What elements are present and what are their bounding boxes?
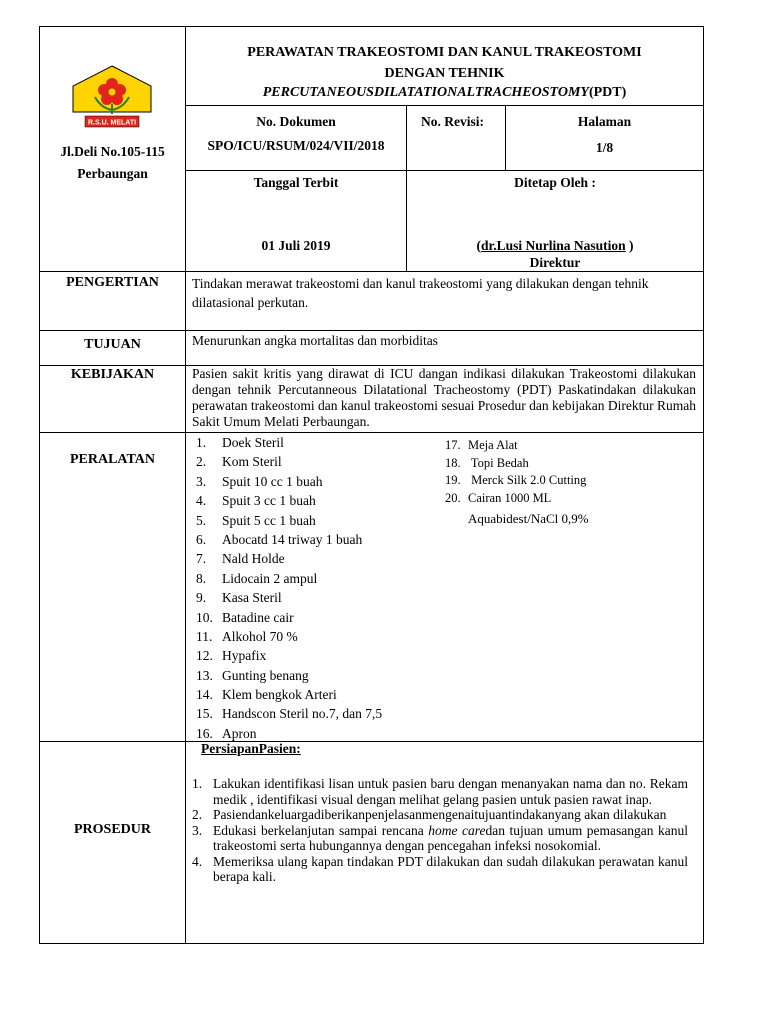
row-pengertian: [39, 271, 704, 331]
equipment-item-text: Meja Alat: [468, 438, 518, 452]
equipment-item: [445, 437, 586, 455]
equipment-item-number: 6.: [196, 531, 207, 547]
row-tujuan: [39, 330, 704, 366]
equipment-item-text: Kom Steril: [222, 454, 282, 470]
equipment-item: [196, 685, 382, 704]
revision-cell: [406, 105, 506, 171]
title-cell: [185, 26, 704, 106]
procedure-steps: [192, 776, 688, 885]
kebijakan-label: KEBIJAKAN: [70, 367, 155, 382]
equipment-item-number: 17.: [445, 438, 461, 452]
procedure-step-number: 1.: [192, 776, 203, 791]
equipment-item: [196, 452, 382, 471]
equipment-item: [196, 530, 382, 549]
kebijakan-text: Pasien sakit kritis yang dirawat di ICU dangan indikasi dilakukan Trakeostomi dilakukan dengan tehnik Percutanneous Dilatational Tracheostomy (PDT) Paskatindakan dilakukan perawatan trakeostomi dan kanul trakeostomi sesuai Prosedur dan kebijakan Direktur Rumah Sakit Umum Melati Perbaungan.: [192, 366, 696, 429]
procedure-step-text: Lakukan identifikasi lisan untuk pasien baru dengan menanyakan nama dan no. Rekam medik , identifikasi visual dengan melihat gelang pasien untuk pasien rawat inap.: [213, 776, 688, 807]
equipment-item-number: 2.: [196, 454, 207, 470]
equipment-item-text: Handscon Steril no.7, dan 7,5: [222, 706, 383, 722]
label-column-divider: [185, 271, 186, 944]
equipment-item: [196, 588, 382, 607]
equipment-item-text: Alkohol 70 %: [222, 628, 298, 644]
procedure-step-text: Memeriksa ulang kapan tindakan PDT dilakukan dan sudah dilakukan perawatan kanul berapa kali.: [213, 853, 688, 884]
equipment-item-text: Cairan 1000 ML: [468, 490, 552, 505]
equipment-item-number: 4.: [196, 493, 207, 509]
equipment-item-text: Nald Holde: [222, 551, 285, 567]
title-line3: [186, 85, 703, 101]
page-cell: [505, 105, 704, 171]
pengertian-label: PENGERTIAN: [66, 275, 159, 290]
row-prosedur: [39, 741, 704, 944]
procedure-step-text: Pasiendankeluargadiberikanpenjelasanmengenaitujuantindakanyang akan dilakukan: [213, 807, 667, 822]
equipment-item-number: 11.: [196, 628, 213, 644]
equipment-item-number: 10.: [196, 609, 213, 625]
issue-date-label: Tanggal Terbit: [253, 175, 339, 190]
equipment-list-right: [445, 437, 586, 507]
row-kebijakan: [39, 365, 704, 433]
approved-paren-close: ): [625, 238, 634, 253]
equipment-item: [196, 433, 382, 452]
page-value: 1/8: [595, 140, 614, 155]
equipment-item-text: Kasa Steril: [222, 590, 282, 606]
equipment-item-number: 7.: [196, 551, 207, 567]
procedure-step: [192, 807, 688, 823]
approved-by-name: [407, 238, 703, 254]
pengertian-text: Tindakan merawat trakeostomi dan kanul trakeostomi yang dilakukan dengan tehnik dilatasional perkutan.: [192, 276, 649, 310]
equipment-item-text: Spuit 10 cc 1 buah: [222, 473, 323, 489]
document-sheet: [39, 26, 704, 944]
procedure-step-text: Edukasi berkelanjutan sampai rencana home caredan tujuan umum pemasangan kanul trakeostomi serta hubungannya dengan pencegahan infeksi nosokomial.: [213, 822, 688, 853]
approved-name: dr.Lusi Nurlina Nasution: [480, 238, 626, 253]
equipment-item: [196, 472, 382, 491]
equipment-item-number: 19.: [445, 473, 461, 488]
equipment-item-text: Batadine cair: [222, 609, 294, 625]
equipment-item-number: 18.: [445, 455, 461, 470]
address-line2: Perbaungan: [77, 166, 148, 181]
equipment-item-number: 20.: [445, 490, 461, 505]
equipment-item: [445, 455, 586, 473]
equipment-item20-line2: Aquabidest/NaCl 0,9%: [468, 511, 589, 526]
equipment-item-text: Lidocain 2 ampul: [222, 570, 318, 586]
equipment-item-text: Spuit 3 cc 1 buah: [222, 493, 316, 509]
equipment-item-number: 13.: [196, 667, 213, 683]
peralatan-label: PERALATAN: [69, 452, 156, 467]
equipment-item-number: 15.: [196, 706, 213, 722]
procedure-step-italic: home care: [428, 822, 486, 838]
equipment-item: [196, 569, 382, 588]
equipment-item-text: Hypafix: [222, 648, 267, 664]
equipment-item-number: 3.: [196, 473, 207, 489]
prosedur-label: PROSEDUR: [73, 822, 151, 837]
equipment-item: [196, 646, 382, 665]
equipment-item-number: 14.: [196, 687, 213, 703]
equipment-item-number: 1.: [196, 435, 207, 450]
address-line1: Jl.Deli No.105-115: [60, 144, 165, 159]
title-line3-suffix: (PDT): [588, 85, 627, 100]
tujuan-text: Menurunkan angka mortalitas dan morbiditas: [192, 333, 438, 348]
equipment-item-text: Apron: [222, 725, 257, 741]
equipment-item: [196, 491, 382, 510]
procedure-step-number: 3.: [192, 822, 203, 838]
title-line3-italic: PERCUTANEOUSDILATATIONALTRACHEOSTOMY: [262, 85, 589, 100]
equipment-item-text: Gunting benang: [222, 667, 309, 683]
equipment-item: [445, 490, 586, 508]
doc-number-label: No. Dokumen: [256, 114, 336, 129]
logo-text: R.S.U. MELATI: [87, 119, 137, 127]
equipment-item: [196, 511, 382, 530]
procedure-step-number: 4.: [192, 853, 203, 869]
approved-role: Direktur: [529, 255, 581, 270]
equipment-item-number: 12.: [196, 648, 213, 664]
procedure-step-number: 2.: [192, 807, 203, 822]
equipment-item: [445, 472, 586, 490]
approved-paren-open: (: [476, 238, 481, 253]
row-peralatan: [39, 432, 704, 742]
equipment-list-left: [196, 433, 382, 743]
equipment-item-text: Doek Steril: [222, 435, 284, 450]
equipment-item-text: Spuit 5 cc 1 buah: [222, 512, 316, 528]
equipment-item: [196, 608, 382, 627]
equipment-item-number: 8.: [196, 570, 207, 586]
issue-date-cell: [185, 170, 407, 272]
equipment-item-text: Abocatd 14 triway 1 buah: [222, 531, 363, 547]
title-line2: DENGAN TEHNIK: [384, 66, 505, 81]
revision-label: No. Revisi:: [421, 114, 484, 129]
prosedur-subheading: PersiapanPasien:: [201, 741, 301, 756]
procedure-step: [192, 776, 688, 807]
issue-date-value: 01 Juli 2019: [261, 238, 331, 253]
procedure-step: [192, 854, 688, 885]
approved-by-cell: [406, 170, 704, 272]
procedure-step: [192, 823, 688, 854]
equipment-item: [196, 666, 382, 685]
equipment-item: [196, 627, 382, 646]
equipment-item: [196, 704, 382, 723]
equipment-item-text: Klem bengkok Arteri: [222, 687, 337, 703]
tujuan-label: TUJUAN: [84, 337, 141, 352]
equipment-item-number: 9.: [196, 590, 207, 606]
page-label: Halaman: [577, 114, 632, 129]
doc-number-cell: [185, 105, 407, 171]
equipment-item-text: Merck Silk 2.0 Cutting: [468, 473, 587, 488]
title-line1: PERAWATAN TRAKEOSTOMI DAN KANUL TRAKEOSTOMI: [247, 45, 642, 60]
equipment-item: [196, 549, 382, 568]
logo-cell: [39, 26, 186, 272]
approved-by-label: Ditetap Oleh :: [514, 175, 596, 190]
equipment-item-number: 16.: [196, 725, 213, 741]
equipment-item-text: Topi Bedah: [468, 455, 529, 470]
hospital-logo: [71, 64, 153, 140]
equipment-item-number: 5.: [196, 512, 207, 528]
doc-number-value: SPO/ICU/RSUM/024/VII/2018: [207, 138, 385, 153]
